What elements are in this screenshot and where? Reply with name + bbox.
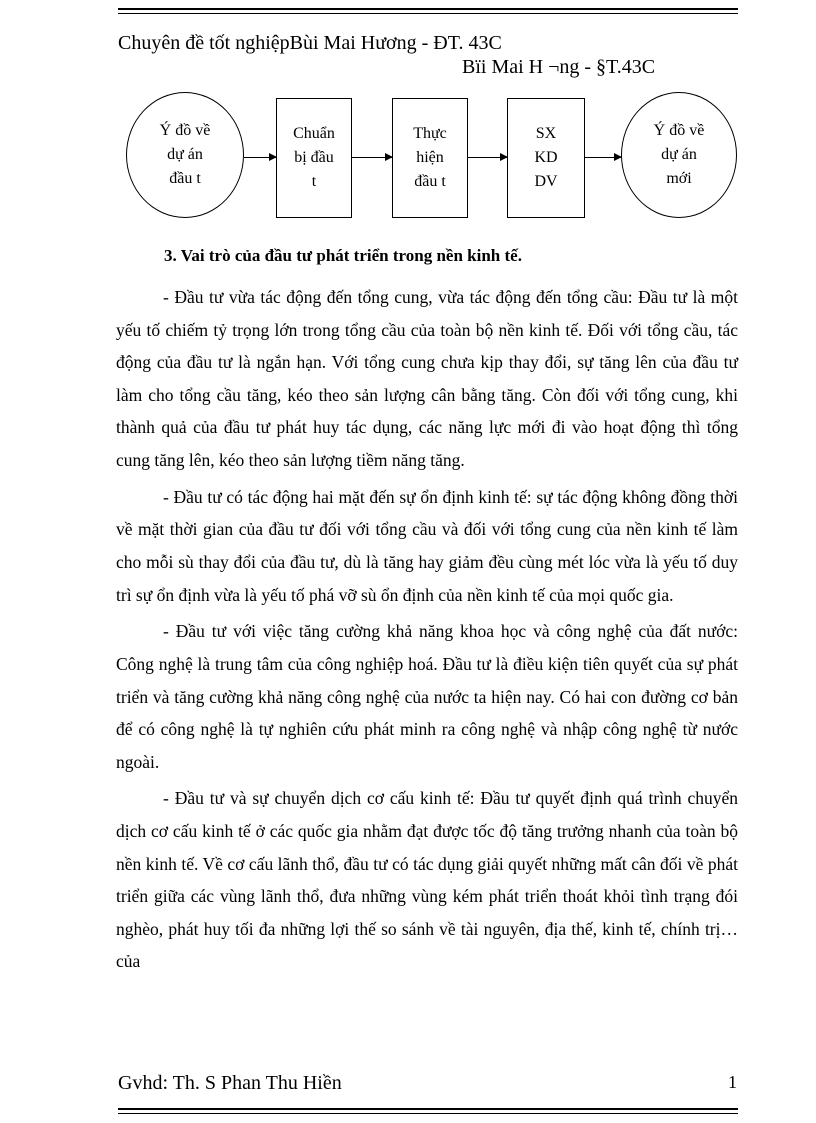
paragraph: - Đầu tư có tác động hai mặt đến sự ổn định kinh tế: sự tác động không đồng thời về mặt thời gian của đầu tư đối với tổng cầu và đối với tổng cung của nền kinh tế làm cho mỗi sù thay đổi của đầu tư, dù là tăng hay giảm đều cùng mét lóc vừa là yếu tố duy trì sự ổn định vừa là yếu tố phá vỡ sù ổn định của nền kinh tế của mọi quốc gia. — [116, 486, 738, 605]
diagram-arrow — [244, 157, 276, 158]
diagram-node-prepare — [276, 98, 352, 218]
section-title: 3. Vai trò của đầu tư phát triển trong nền kinh tế. — [164, 246, 522, 265]
page-number: 1 — [728, 1072, 737, 1092]
header-title-garbled: Bïi Mai H ¬ng - §T.43C — [462, 56, 656, 78]
footer-advisor: Gvhd: Th. S Phan Thu Hiền — [118, 1072, 342, 1094]
paragraph: - Đầu tư và sự chuyển dịch cơ cấu kinh tế: Đầu tư quyết định quá trình chuyển dịch cơ cấu kinh tế ở các quốc gia nhằm đạt được tốc độ tăng trưởng nhanh của toàn bộ nền kinh tế. Về cơ cấu lãnh thổ, đầu tư có tác dụng giải quyết những mất cân đối về phát triển giữa các vùng lãnh thổ, đưa những vùng kém phát triển thoát khỏi tình trạng đói nghèo, phát huy tối đa những lợi thế so sánh về tài nguyên, địa thế, kinh tế, chính trị…của — [116, 788, 738, 972]
paragraph: - Đầu tư với việc tăng cường khả năng khoa học và công nghệ của đất nước: Công nghệ là trung tâm của công nghiệp hoá. Đầu tư là điều kiện tiên quyết của sự phát triển và tăng cường khả năng công nghệ của nước ta hiện nay. Có hai con đường cơ bản để có công nghệ là tự nghiên cứu phát minh ra công nghệ và nhập công nghệ từ nước ngoài. — [116, 621, 738, 772]
bottom-rule-2 — [118, 1113, 738, 1114]
diagram-node-production — [507, 98, 585, 218]
diagram-node-idea — [126, 92, 244, 218]
investment-flow-diagram — [118, 92, 758, 232]
top-rule-1 — [118, 8, 738, 10]
diagram-arrow — [468, 157, 507, 158]
diagram-node-label: Ý đồ về dự án mới — [653, 122, 705, 187]
body-text — [116, 281, 738, 982]
paragraph: - Đầu tư vừa tác động đến tổng cung, vừa tác động đến tổng cầu: Đầu tư là một yếu tố chiếm tỷ trọng lớn trong tổng cầu của toàn bộ nền kinh tế. Đối với tổng cầu, tác động của đầu tư là ngắn hạn. Với tổng cung chưa kịp thay đổi, sự tăng lên của đầu tư làm cho tổng cầu tăng, kéo theo sản lượng cân bằng tăng. Còn đối với tổng cung, khi thành quả của đầu tư phát huy tác dụng, các năng lực mới đi vào hoạt động thì tổng cung tăng lên, kéo theo sản lượng tiềm năng tăng. — [116, 287, 738, 470]
diagram-node-label: Chuẩn bị đầu t — [293, 125, 335, 190]
diagram-node-label: SX KD DV — [534, 125, 558, 190]
top-rule-2 — [118, 13, 738, 14]
diagram-node-label: Thực hiện đầu t — [413, 125, 447, 190]
diagram-node-implement — [392, 98, 468, 218]
diagram-arrow — [585, 157, 621, 158]
diagram-arrow — [352, 157, 392, 158]
header-title: Chuyên đề tốt nghiệpBùi Mai Hương - ĐT. 43C — [118, 32, 502, 54]
diagram-node-label: Ý đồ về dự án đầu t — [159, 122, 211, 187]
bottom-rule-1 — [118, 1108, 738, 1110]
diagram-node-new-idea — [621, 92, 737, 218]
